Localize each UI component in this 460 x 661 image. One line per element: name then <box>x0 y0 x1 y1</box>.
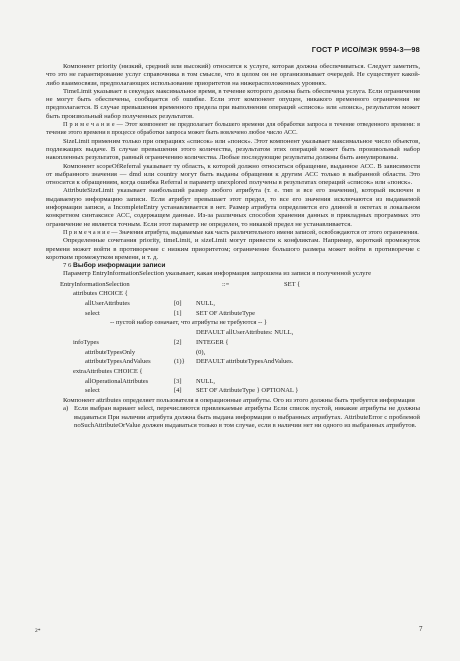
standard-header: ГОСТ Р ИСО/МЭК 9594-3—98 <box>311 45 420 54</box>
code-tag: [1] <box>174 309 182 317</box>
code-text: infoTypes <box>73 338 99 346</box>
code-text: attributeTypesOnly <box>85 348 136 356</box>
page-number: 7 <box>419 625 423 633</box>
code-line <box>46 309 420 319</box>
code-line <box>46 377 420 387</box>
code-tag: [3] <box>174 377 182 385</box>
paragraph-timelimit: TimeLimit указывает в секундах максимальное время, в течение которого должна быть обеспечена услуга. Если ограничения не могут быть обеспечены, сообщается об ошибке. Если этот компонент опущен, никакого временного ограничения не предполагается. В случае превышения временного предела при выполнении операций «список» или «поиск», результатом может быть произвольный набор полученных результатов. <box>46 87 420 120</box>
code-text: NULL, <box>196 300 215 308</box>
code-line <box>46 386 420 396</box>
code-line <box>46 289 420 299</box>
code-text: select <box>85 387 100 395</box>
list-marker: а) <box>63 405 69 413</box>
code-text: SET OF AttributeType <box>196 309 256 317</box>
code-text: attributes CHOICE { <box>73 290 128 298</box>
section-number: 7 6 <box>63 262 72 270</box>
paragraph-sizelimit: SizeLimit применим только при операциях «список» или «поиск». Этот компонент указывает максимальное число объектов, подлежащих выдаче. В случае превышения этого количества, результатом этих операций может быть произвольный набор накопленных результатов, равный ограничению количества. Любые последующие результаты должны быть аннулированы. <box>46 137 420 162</box>
code-tag: [0] <box>174 300 182 308</box>
note-attribute-values: П р и м е ч а н и е — Значения атрибута, выдаваемые как часть различительного имени записей, освобождаются от этого ограничения. <box>63 228 419 236</box>
code-line <box>46 338 420 348</box>
code-text: NULL, <box>196 377 215 385</box>
code-line <box>46 348 420 358</box>
enumerated-list <box>46 405 420 430</box>
code-text: DEFAULT attributeTypesAndValues. <box>196 358 294 366</box>
section-heading <box>46 262 420 270</box>
paragraph-after-code: Компонент attributes определяет пользователя в операционные атрибуты. Ого из этого должны быть требуется информация <box>63 396 415 404</box>
code-text: SET { <box>284 280 301 288</box>
code-line <box>46 367 420 377</box>
code-text: extraAttributes CHOICE { <box>73 367 143 375</box>
code-line <box>46 357 420 367</box>
code-tag: [2] <box>174 338 182 346</box>
code-line <box>46 280 420 290</box>
code-comment <box>46 318 420 328</box>
paragraph-conflicts: Определенные сочетания priority, timeLimit, и sizeLimit могут привести к конфликтам. Например, короткий промежуток времени может войти в противоречие с низким приоритетом; ограничение большого размера может войти в противоречие с коротким промежутком времени, и т. д. <box>46 237 420 261</box>
code-text: allOperationalAttributes <box>85 377 149 385</box>
paragraph-priority: Компонент priority (низкий, средний или высокий) относится к услуге, которая должна обеспечиваться. Следует заметить, что это не гарантирование услуг справочника в том смысле, что в целом он не организовывает очередей. Не существует какой-либо взаимосвязи, предполагающих использование приоритетов на нижерасположенных уровнях. <box>46 63 420 87</box>
note-timelimit: П р и м е ч а н и е — Этот компонент не предполагает большего времени для обработки запроса в течение отведенного времени: в течение этого времени в процессе обработки запроса может быть вовлечено любое число АСС. <box>46 121 420 137</box>
code-text: allUserAttributes <box>85 300 130 308</box>
paragraph-attribute-size-limit: AttributeSizeLimit указывает наибольший размер любого атрибута (т. е. тип и все его значения), который включен в выдаваемую информацию записи. Если атрибут превышает этот предел, то все его значения исключаются из выдаваемой информации записи, а IncompleteEntry устанавливается в нет. Размер атрибута определяется его длиной в октетах в локальном конкретном синтаксисе АСС, содержащем данные. Из-за различных способов хранения данных в прикладных программах это ограничение не является точным. Если этот параметр не определен, то никакой предел не устанавливается. <box>46 187 420 228</box>
section-title: Выбор информации записи <box>73 262 166 270</box>
code-operator: ::= <box>222 280 230 288</box>
list-item <box>63 405 420 430</box>
code-tag: [4] <box>174 387 182 395</box>
code-text: EntryInformationSelection <box>60 280 130 288</box>
code-text: SET OF AttributeType } OPTIONAL } <box>196 387 299 395</box>
code-text: DEFAULT allUserAttributes: NULL, <box>196 329 294 337</box>
paragraph-scope-of-referral: Компонент scopeOfReferral указывает ту область, к которой должно относиться обращение, выданное АСС. В зависимости от выбранного значения — dmd или country могут быть выданы обращения к другим АСС только в выбранной области. Это относится к обращениям, когда ошибка Referral и параметр unexplored получены в результатах операций «список» или «поиск». <box>46 162 420 187</box>
code-text: select <box>85 309 100 317</box>
code-line <box>46 328 420 338</box>
signature-mark: 2* <box>35 628 41 634</box>
list-item-text: Если выбран вариант select, перечисляются привлекаемые атрибуты Если список пустой, никакие атрибуты не должны выдаваться При наличии атрибута должна быть выдана информация о выбранных атрибутах. AttributeError с проблемой noSuchAttributeOrValue должен выдаваться только в том случае, если в наличии нет ни одного из выбранных атрибутов. <box>74 405 420 429</box>
asn1-definition <box>46 280 420 396</box>
paragraph-section-intro: Параметр EntryInformationSelection указывает, какая информация запрошена из записи в полученной услуге <box>63 270 372 278</box>
code-line <box>46 299 420 309</box>
code-tag: (1)} <box>174 358 185 366</box>
code-text: INTEGER { <box>196 338 229 346</box>
document-body <box>46 63 420 430</box>
code-text: (0), <box>196 348 206 356</box>
code-text: -- пустой набор означает, что атрибуты не требуются -- } <box>110 319 268 327</box>
code-text: attributeTypesAndValues <box>85 358 151 366</box>
